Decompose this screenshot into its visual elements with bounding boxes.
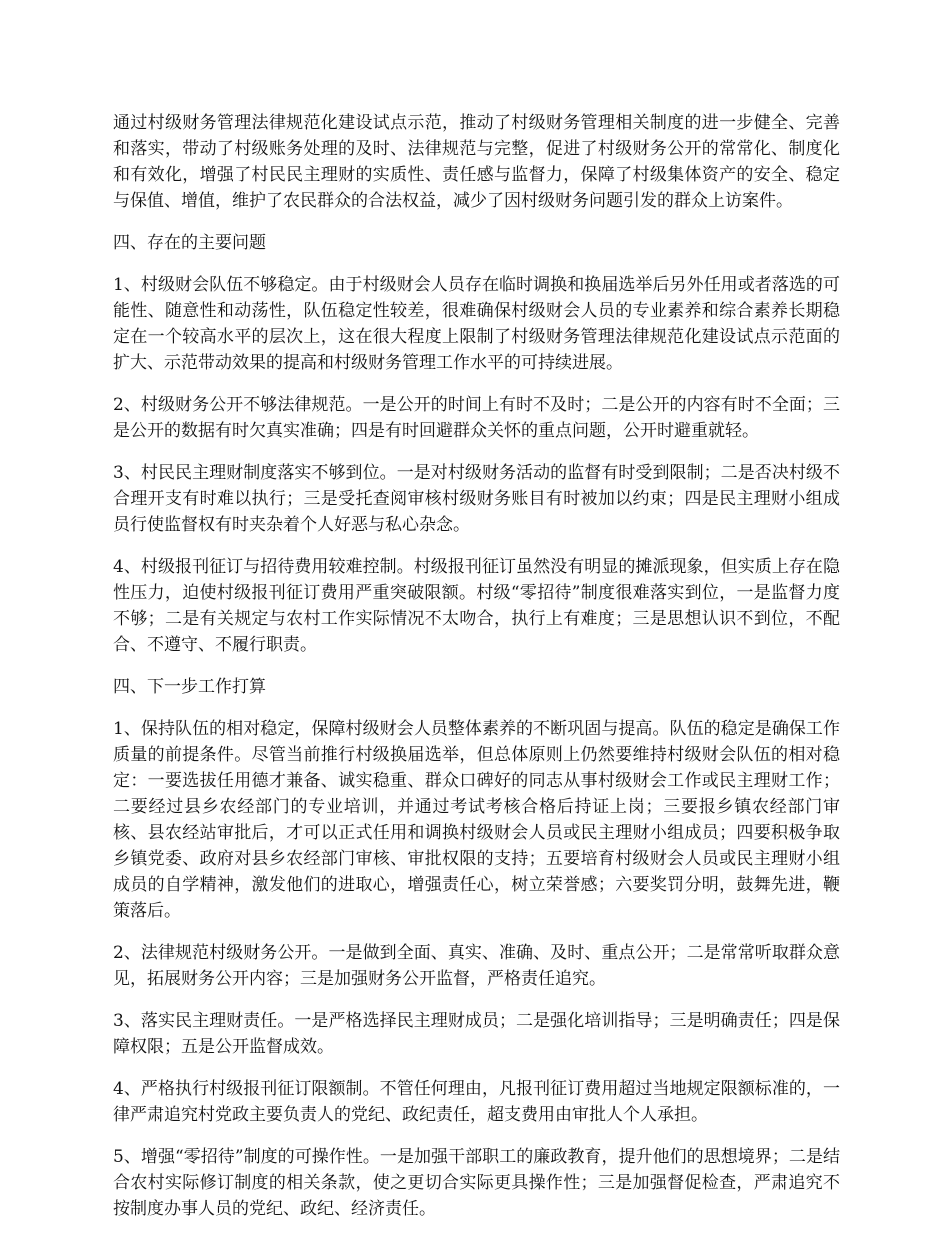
section-heading-next-steps: 四、下一步工作打算	[113, 677, 266, 697]
paragraph-plan-3: 3、落实民主理财责任。一是严格选择民主理财成员；二是强化培训指导；三是明确责任；四是保障权限；五是公开监督成效。	[113, 1011, 840, 1057]
paragraph-plan-4: 4、严格执行村级报刊征订限额制。不管任何理由，凡报刊征订费用超过当地规定限额标准的，一律严肃追究村党政主要负责人的党纪、政纪责任，超支费用由审批人个人承担。	[113, 1079, 840, 1125]
paragraph-intro-summary: 通过村级财务管理法律规范化建设试点示范，推动了村级财务管理相关制度的进一步健全、完善和落实，带动了村级账务处理的及时、法律规范与完整，促进了村级财务公开的常常化、制度化和有效化，增强了村民民主理财的实质性、责任感与监督力，保障了村级集体资产的安全、稳定与保值、增值，维护了农民群众的合法权益，减少了因村级财务问题引发的群众上访案件。	[113, 113, 840, 211]
paragraph-problem-2: 2、村级财务公开不够法律规范。一是公开的时间上有时不及时；二是公开的内容有时不全面；三是公开的数据有时欠真实准确；四是有时回避群众关怀的重点问题，公开时避重就轻。	[113, 395, 840, 441]
paragraph-problem-3: 3、村民民主理财制度落实不够到位。一是对村级财务活动的监督有时受到限制；二是否决村级不合理开支有时难以执行；三是受托查阅审核村级财务账目有时被加以约束；四是民主理财小组成员行使监督权有时夹杂着个人好恶与私心杂念。	[113, 463, 840, 535]
paragraph-plan-2: 2、法律规范村级财务公开。一是做到全面、真实、准确、及时、重点公开；二是常常听取群众意见，拓展财务公开内容；三是加强财务公开监督，严格责任追究。	[113, 943, 840, 989]
paragraph-problem-4: 4、村级报刊征订与招待费用较难控制。村级报刊征订虽然没有明显的摊派现象，但实质上存在隐性压力，迫使村级报刊征订费用严重突破限额。村级“零招待”制度很难落实到位，一是监督力度不够；二是有关规定与农村工作实际情况不太吻合，执行上有难度；三是思想认识不到位，不配合、不遵守、不履行职责。	[113, 557, 840, 655]
document-body	[113, 110, 840, 1238]
section-heading-main-problems: 四、存在的主要问题	[113, 233, 266, 253]
paragraph-plan-1: 1、保持队伍的相对稳定，保障村级财会人员整体素养的不断巩固与提高。队伍的稳定是确保工作质量的前提条件。尽管当前推行村级换届选举，但总体原则上仍然要维持村级财会队伍的相对稳定：一要选拔任用德才兼备、诚实稳重、群众口碑好的同志从事村级财会工作或民主理财工作；二要经过县乡农经部门的专业培训，并通过考试考核合格后持证上岗；三要报乡镇农经部门审核、县农经站审批后，才可以正式任用和调换村级财会人员或民主理财小组成员；四要积极争取乡镇党委、政府对县乡农经部门审核、审批权限的支持；五要培育村级财会人员或民主理财小组成员的自学精神，激发他们的进取心，增强责任心，树立荣誉感；六要奖罚分明，鼓舞先进，鞭策落后。	[113, 719, 840, 921]
paragraph-plan-5: 5、增强“零招待”制度的可操作性。一是加强干部职工的廉政教育，提升他们的思想境界；二是结合农村实际修订制度的相关条款，使之更切合实际更具操作性；三是加强督促检查，严肃追究不按制度办事人员的党纪、政纪、经济责任。	[113, 1147, 840, 1219]
paragraph-problem-1: 1、村级财会队伍不够稳定。由于村级财会人员存在临时调换和换届选举后另外任用或者落选的可能性、随意性和动荡性，队伍稳定性较差，很难确保村级财会人员的专业素养和综合素养长期稳定在一个较高水平的层次上，这在很大程度上限制了村级财务管理法律规范化建设试点示范面的扩大、示范带动效果的提高和村级财务管理工作水平的可持续进展。	[113, 275, 840, 373]
